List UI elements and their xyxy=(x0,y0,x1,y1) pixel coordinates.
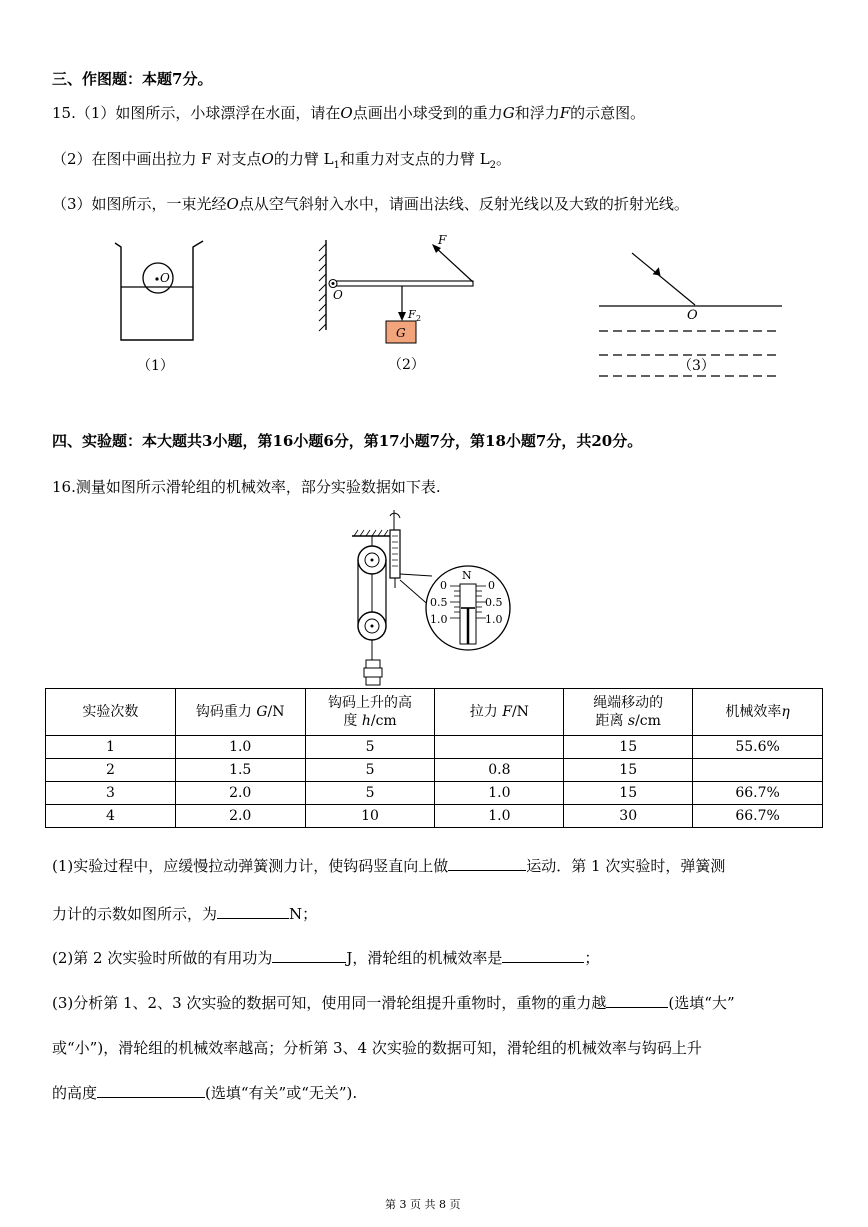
fig2-caption: （2） xyxy=(388,357,425,373)
section-4-heading: 四、实验题：本大题共3小题，第16小题6分，第17小题7分，第18小题7分，共20分。 xyxy=(52,432,643,450)
scale-left-label-2: 1.0 xyxy=(430,613,448,626)
q16-1-text-d: N； xyxy=(289,905,318,923)
fig2-f2-sub: 2 xyxy=(416,314,422,323)
beaker-outline xyxy=(115,241,203,340)
q15-part3 xyxy=(52,193,689,214)
table-cell: 30 xyxy=(564,805,693,828)
q16-3-line2: 或“小”)，滑轮组的机械效率越高；分析第 3、4 次实验的数据可知，滑轮组的机械效率与钩码上升 xyxy=(52,1039,702,1057)
table-cell: 5 xyxy=(305,782,435,805)
q15-part1-G: G xyxy=(502,104,515,122)
q15-part3-O: O xyxy=(226,195,239,213)
fig1-caption: （1） xyxy=(137,358,174,374)
q15-part3-text-b: 点从空气斜射入水中，请画出法线、反射光线以及大致的折射光线。 xyxy=(238,195,689,213)
hook-weight-3 xyxy=(366,677,380,685)
page-footer: 第 3 页 共 8 页 xyxy=(385,1198,461,1211)
q15-part1-O: O xyxy=(340,104,353,122)
table-cell: 5 xyxy=(305,736,435,759)
fixed-pulley-axle xyxy=(371,559,374,562)
q16-3-text-a: (3)分析第 1、2、3 次实验的数据可知，使用同一滑轮组提升重物时，重物的重力越 xyxy=(52,994,607,1012)
q15-part2-O: O xyxy=(261,150,274,168)
ball-center-point xyxy=(155,277,158,280)
answer-blank-efficiency[interactable] xyxy=(502,948,584,963)
movable-pulley-axle xyxy=(371,625,374,628)
scale-left-label-1: 0.5 xyxy=(430,596,448,609)
table-cell: 1 xyxy=(46,736,176,759)
table-cell: 66.7% xyxy=(693,782,823,805)
wall-hatching xyxy=(319,244,326,331)
fig1-point-label: O xyxy=(160,271,170,285)
experiment-table xyxy=(45,688,823,828)
scale-right-label-0: 0 xyxy=(488,579,495,592)
table-cell: 15 xyxy=(564,759,693,782)
zoom-line-top xyxy=(400,574,432,576)
force-F2-arrowhead xyxy=(398,312,406,321)
table-cell: 55.6% xyxy=(693,736,823,759)
header-weight: 钩码重力 G/N xyxy=(175,689,305,736)
incident-ray xyxy=(632,253,695,305)
q15-part2-sub1: 1 xyxy=(333,160,340,171)
header-height: 钩码上升的高 度 h/cm xyxy=(305,689,435,736)
header-trial-number: 实验次数 xyxy=(46,689,176,736)
scale-unit: N xyxy=(462,569,472,582)
ceiling-hatch xyxy=(354,530,388,536)
answer-blank-height-relation[interactable] xyxy=(97,1083,205,1098)
fig2-weight-label: G xyxy=(396,326,406,340)
table-cell: 15 xyxy=(564,782,693,805)
table-cell: 1.0 xyxy=(435,805,564,828)
table-cell: 2.0 xyxy=(175,782,305,805)
pivot-center xyxy=(332,282,335,285)
q15-part2-text-c: 和重力对支点的力臂 L xyxy=(339,150,490,168)
table-cell: 1.5 xyxy=(175,759,305,782)
q16-3-text-b: (选填“大” xyxy=(668,994,735,1012)
table-cell: 3 xyxy=(46,782,176,805)
table-cell: 4 xyxy=(46,805,176,828)
q16-3-line3 xyxy=(52,1082,357,1103)
table-row xyxy=(46,759,823,782)
q15-part2-text-d: 。 xyxy=(496,150,512,168)
q15-part2 xyxy=(52,148,511,171)
table-cell: 66.7% xyxy=(693,805,823,828)
q16-3-text-d: 的高度 xyxy=(52,1084,98,1102)
answer-blank-useful-work[interactable] xyxy=(272,948,346,963)
q16-2-text-a: (2)第 2 次实验时所做的有用功为 xyxy=(52,949,273,967)
figure-1-beaker xyxy=(105,235,215,380)
q15-part1-text-c: 和浮力 xyxy=(514,104,560,122)
header-efficiency: 机械效率η xyxy=(693,689,823,736)
fig3-caption: （3） xyxy=(678,358,715,374)
table-cell-blank xyxy=(435,736,564,759)
fig2-pivot-label: O xyxy=(333,288,343,302)
q15-part1-text-a: （1）如图所示，小球漂浮在水面，请在 xyxy=(75,104,341,122)
q15-part2-text-a: （2）在图中画出拉力 F 对支点 xyxy=(52,150,262,168)
fig2-force-label: F xyxy=(438,233,447,247)
answer-blank-reading[interactable] xyxy=(217,904,289,919)
q15-part1-F: F xyxy=(559,104,571,122)
q16-2 xyxy=(52,947,599,968)
q15-number: 15. xyxy=(52,104,76,122)
scale-left-label-0: 0 xyxy=(440,579,447,592)
force-F-line xyxy=(434,246,473,282)
q15-part1-text-d: 的示意图。 xyxy=(570,104,646,122)
q16-1-line2 xyxy=(52,903,317,924)
scale-right-label-2: 1.0 xyxy=(485,613,503,626)
q15-part3-text-a: （3）如图所示，一束光经 xyxy=(52,195,227,213)
lever-bar xyxy=(332,281,473,286)
q16-3-line1 xyxy=(52,992,735,1013)
table-cell: 2.0 xyxy=(175,805,305,828)
hand xyxy=(390,513,400,518)
q16-intro: 16.测量如图所示滑轮组的机械效率，部分实验数据如下表. xyxy=(52,478,441,496)
table-row xyxy=(46,736,823,759)
section-3-heading: 三、作图题：本题7分。 xyxy=(52,70,213,88)
figure-3-refraction xyxy=(595,245,790,385)
answer-blank-motion[interactable] xyxy=(448,856,526,871)
figure-2-lever xyxy=(318,230,483,380)
q15-part1 xyxy=(52,102,645,123)
hook-weight-1 xyxy=(366,660,380,668)
q16-1-text-c: 力计的示数如图所示，为 xyxy=(52,905,218,923)
fig3-point-label: O xyxy=(687,308,698,323)
header-rope-distance: 绳端移动的 距离 s/cm xyxy=(564,689,693,736)
table-cell: 15 xyxy=(564,736,693,759)
table-cell: 0.8 xyxy=(435,759,564,782)
table-cell: 1.0 xyxy=(435,782,564,805)
table-cell: 10 xyxy=(305,805,435,828)
table-row xyxy=(46,805,823,828)
q16-1-line1 xyxy=(52,855,725,876)
q15-part2-sub2: 2 xyxy=(489,160,497,171)
table-header-row xyxy=(46,689,823,736)
q15-part1-text-b: 点画出小球受到的重力 xyxy=(352,104,503,122)
table-cell: 2 xyxy=(46,759,176,782)
header-pull-force: 拉力 F/N xyxy=(435,689,564,736)
table-cell: 5 xyxy=(305,759,435,782)
q16-2-text-b: J，滑轮组的机械效率是 xyxy=(346,949,503,967)
pulley-figure xyxy=(340,508,525,688)
q16-1-text-b: 运动．第 1 次实验时，弹簧测 xyxy=(526,857,726,875)
q16-2-text-c: ； xyxy=(584,949,600,967)
hook-weight-2 xyxy=(364,668,382,677)
q16-3-text-e: (选填“有关”或“无关”). xyxy=(205,1084,358,1102)
table-row xyxy=(46,782,823,805)
q16-1-text-a: (1)实验过程中，应缓慢拉动弹簧测力计，使钩码竖直向上做 xyxy=(52,857,449,875)
fig2-f2-label: F xyxy=(408,308,416,321)
table-cell-blank xyxy=(693,759,823,782)
table-cell: 1.0 xyxy=(175,736,305,759)
scale-right-label-1: 0.5 xyxy=(485,596,503,609)
q15-part2-text-b: 的力臂 L xyxy=(273,150,334,168)
answer-blank-gravity[interactable] xyxy=(606,993,668,1008)
